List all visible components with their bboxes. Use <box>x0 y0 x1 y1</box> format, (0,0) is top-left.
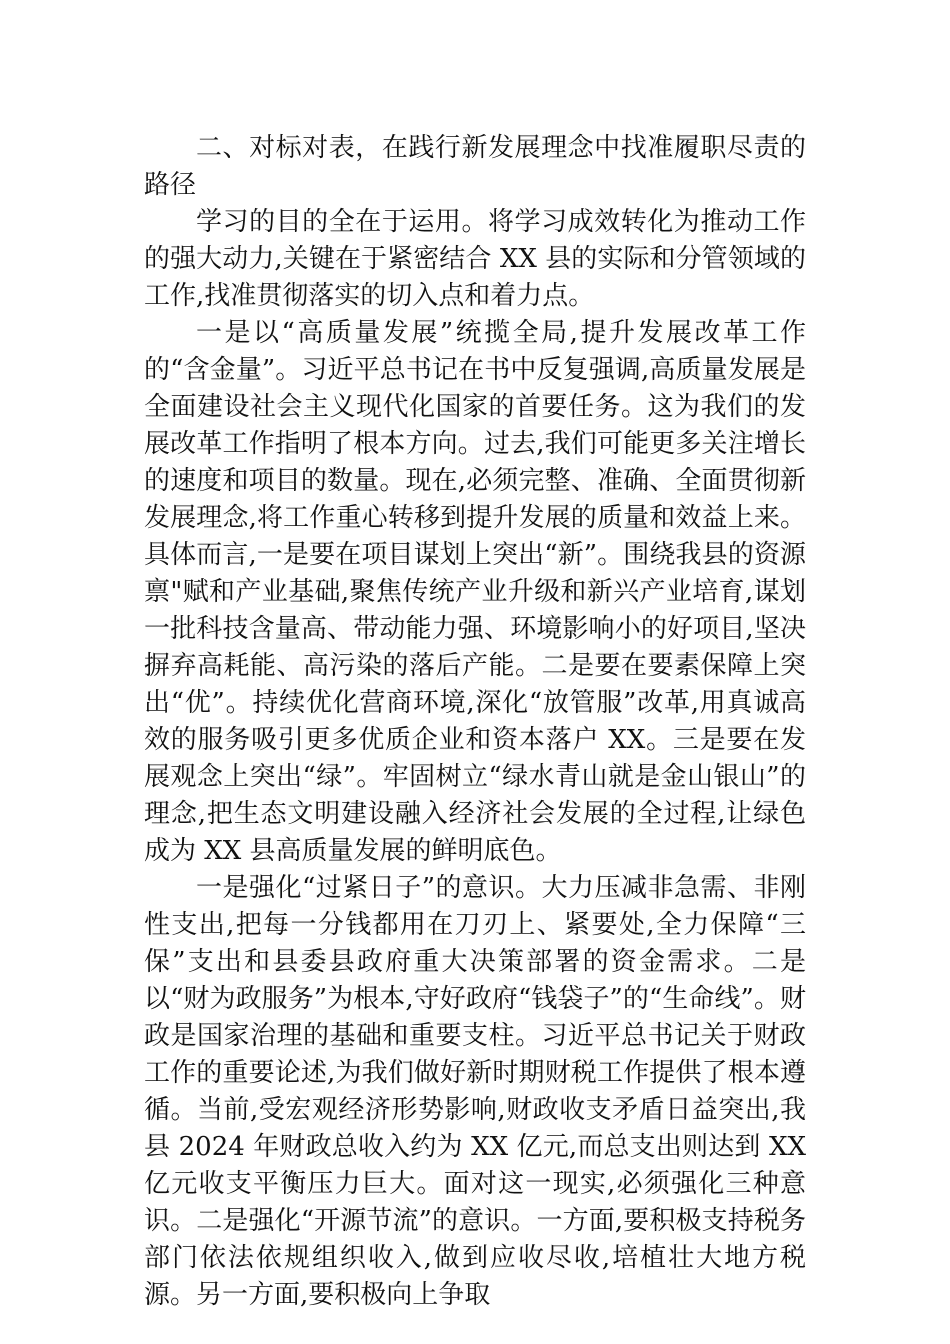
document-page <box>144 130 806 1314</box>
paragraph-1: 学习的目的全在于运用。将学习成效转化为推动工作的强大动力,关键在于紧密结合 XX 县的实际和分管领域的工作,找准贯彻落实的切入点和着力点。 <box>144 207 806 311</box>
section-heading: 二、对标对表，在践行新发展理念中找准履职尽责的路径 <box>144 133 806 200</box>
paragraph-3: 一是强化“过紧日子”的意识。大力压减非急需、非刚性支出,把每一分钱都用在刀刃上、紧要处,全力保障“三保”支出和县委县政府重大决策部署的资金需求。二是以“财为政服务”为根本,守好政府“钱袋子”的“生命线”。财政是国家治理的基础和重要支柱。习近平总书记关于财政工作的重要论述,为我们做好新时期财税工作提供了根本遵循。当前,受宏观经济形势影响,财政收支矛盾日益突出,我县 2024 年财政总收入约为 XX 亿元,而总支出则达到 XX 亿元收支平衡压力巨大。面对这一现实,必须强化三种意识。二是强化“开源节流”的意识。一方面,要积极支持税务部门依法依规组织收入,做到应收尽收,培植壮大地方税源。另一方面,要积极向上争取 <box>144 873 806 1310</box>
paragraph-2: 一是以“高质量发展”统揽全局,提升发展改革工作的“含金量”。习近平总书记在书中反复强调,高质量发展是全面建设社会主义现代化国家的首要任务。这为我们的发展改革工作指明了根本方向。过去,我们可能更多关注增长的速度和项目的数量。现在,必须完整、准确、全面贯彻新发展理念,将工作重心转移到提升发展的质量和效益上来。具体而言,一是要在项目谋划上突出“新”。围绕我县的资源禀"赋和产业基础,聚焦传统产业升级和新兴产业培育,谋划一批科技含量高、带动能力强、环境影响小的好项目,坚决摒弃高耗能、高污染的落后产能。二是要在要素保障上突出“优”。持续优化营商环境,深化“放管服”改革,用真诚高效的服务吸引更多优质企业和资本落户 XX。三是要在发展观念上突出“绿”。牢固树立“绿水青山就是金山银山”的理念,把生态文明建设融入经济社会发展的全过程,让绿色成为 XX 县高质量发展的鲜明底色。 <box>144 318 806 866</box>
